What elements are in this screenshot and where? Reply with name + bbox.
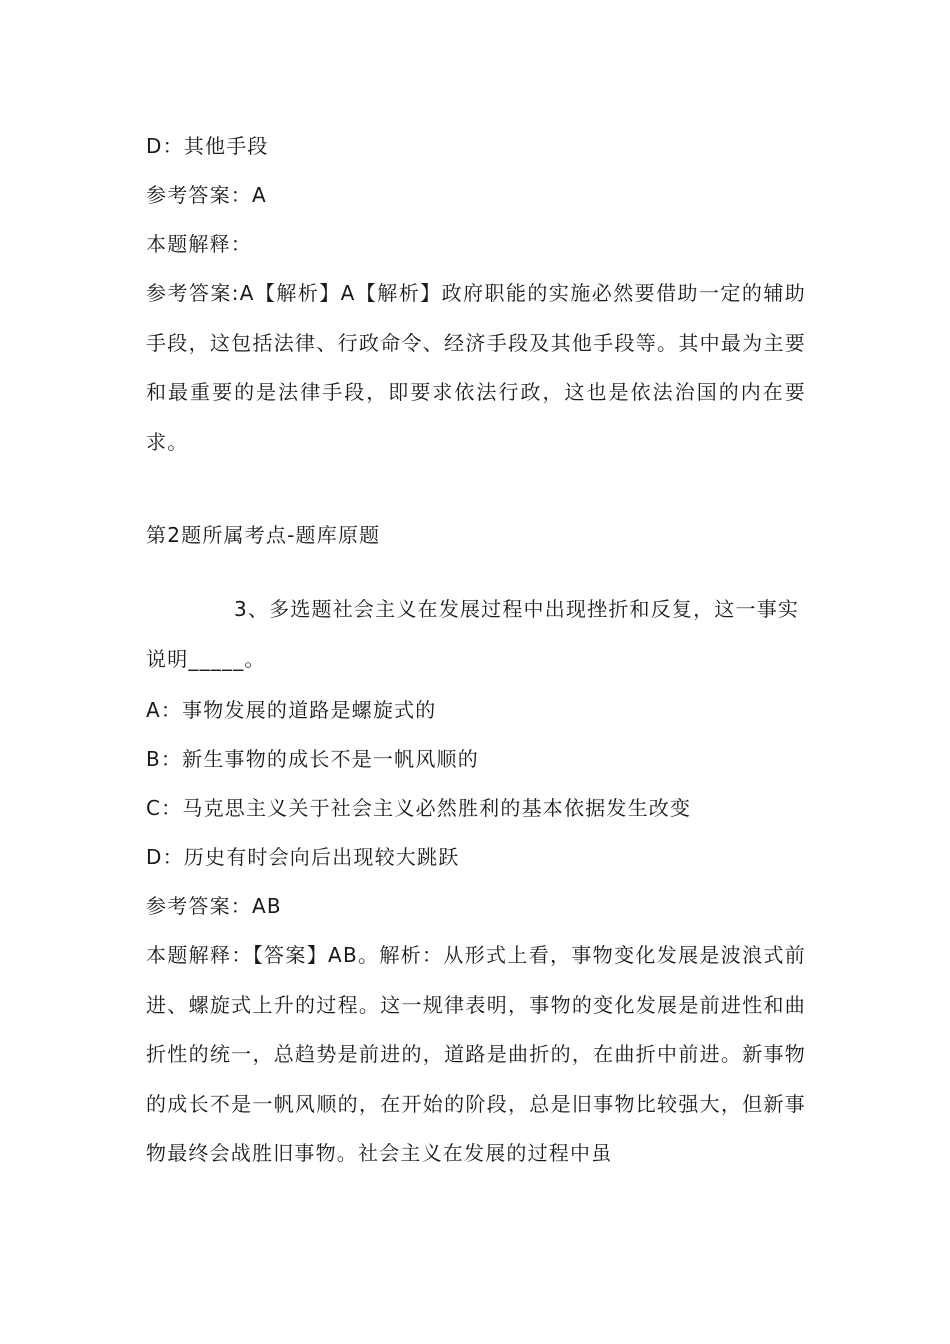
q3-explain-text: 本题解释：【答案】AB。解析：从形式上看，事物变化发展是波浪式前进、螺旋式上升的过程。这一规律表明，事物的变化发展是前进性和曲折性的统一，总趋势是前进的，道路是曲折的，在曲折中前进。新事物的成长不是一帆风顺的，在开始的阶段，总是旧事物比较强大，但新事物最终会战胜旧事物。社会主义在发展的过程中虽 bbox=[146, 943, 806, 1165]
q3-answer: 参考答案：AB bbox=[146, 894, 282, 918]
q3-option-a: A：事物发展的道路是螺旋式的 bbox=[146, 698, 437, 722]
q2-topic: 第2题所属考点-题库原题 bbox=[146, 523, 381, 547]
document-page bbox=[146, 134, 806, 1193]
q2-option-d: D：其他手段 bbox=[146, 134, 269, 158]
q3-option-b: B：新生事物的成长不是一帆风顺的 bbox=[146, 747, 479, 771]
q2-explain-text: 参考答案:A【解析】A【解析】政府职能的实施必然要借助一定的辅助手段，这包括法律、行政命令、经济手段及其他手段等。其中最为主要和最重要的是法律手段，即要求依法行政，这也是依法治国的内在要求。 bbox=[146, 281, 806, 454]
q2-explain-label: 本题解释： bbox=[146, 232, 252, 256]
q3-option-d: D：历史有时会向后出现较大跳跃 bbox=[146, 845, 460, 869]
q3-option-c: C：马克思主义关于社会主义必然胜利的基本依据发生改变 bbox=[146, 796, 692, 820]
q2-answer: 参考答案：A bbox=[146, 183, 267, 207]
q3-stem: 3、多选题社会主义在发展过程中出现挫折和反复，这一事实说明_____。 bbox=[146, 597, 800, 671]
